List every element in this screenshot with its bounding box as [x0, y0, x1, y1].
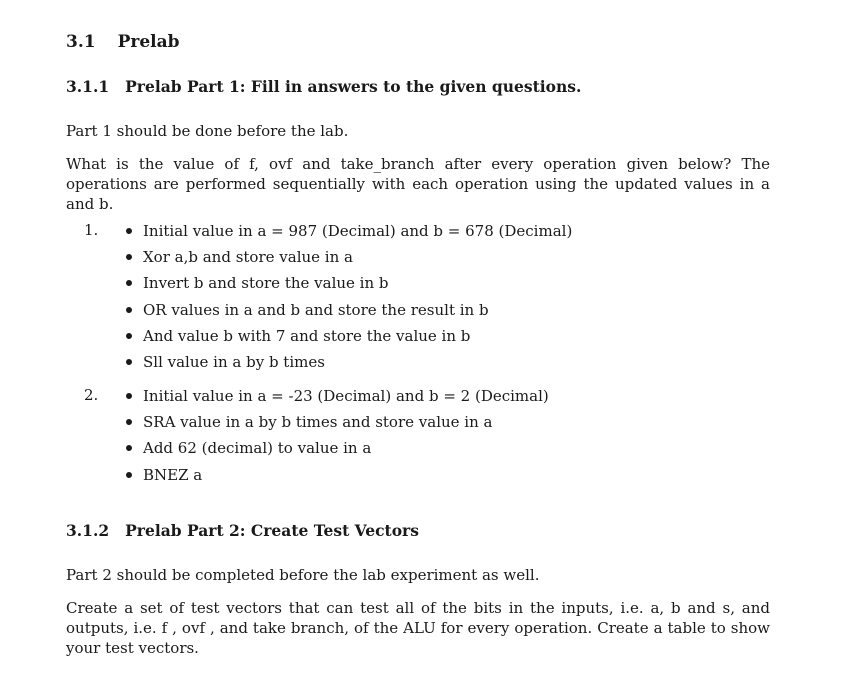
section-number: 3.1 [66, 32, 96, 52]
list-item: Initial value in a = -23 (Decimal) and b = 2 (Decimal) [126, 386, 549, 412]
part2-intro: Part 2 should be completed before the lab experiment as well. [66, 566, 540, 584]
bullet-icon [126, 228, 132, 234]
bullet-icon [126, 359, 132, 365]
bullet-icon [126, 254, 132, 260]
list-item: Xor a,b and store value in a [126, 247, 572, 273]
bullet-icon [126, 445, 132, 451]
subsection-number: 3.1.1 [66, 77, 110, 96]
bullet-icon [126, 333, 132, 339]
list-item: Sll value in a by b times [126, 352, 572, 378]
enum-label: 2. [84, 386, 99, 404]
section-title: Prelab [117, 32, 180, 52]
list-item: Initial value in a = 987 (Decimal) and b = 678 (Decimal) [126, 221, 572, 247]
subsection-title: Prelab Part 1: Fill in answers to the given questions. [125, 77, 582, 96]
subsection-title: Prelab Part 2: Create Test Vectors [125, 521, 419, 540]
bullet-list-2 [126, 386, 549, 491]
subsection-heading-part2 [66, 521, 419, 540]
part1-question: What is the value of f, ovf and take_branch after every operation given below? The operations are performed sequentially with each operation using the updated values in a and b. [66, 155, 770, 213]
bullet-icon [126, 393, 132, 399]
list-item: Invert b and store the value in b [126, 273, 572, 299]
list-item: Add 62 (decimal) to value in a [126, 438, 549, 464]
bullet-list-1 [126, 221, 572, 378]
bullet-icon [126, 419, 132, 425]
list-item: OR values in a and b and store the result in b [126, 300, 572, 326]
subsection-number: 3.1.2 [66, 521, 110, 540]
bullet-icon [126, 307, 132, 313]
bullet-icon [126, 472, 132, 478]
part2-body: Create a set of test vectors that can test all of the bits in the inputs, i.e. a, b and s, and outputs, i.e. f , ovf , and take branch, of the ALU for every operation. Create a table to show your test vectors. [66, 599, 770, 657]
list-item: BNEZ a [126, 465, 549, 491]
list-item: And value b with 7 and store the value in b [126, 326, 572, 352]
subsection-heading-part1 [66, 77, 581, 96]
list-item: SRA value in a by b times and store value in a [126, 412, 549, 438]
enum-label: 1. [84, 221, 99, 239]
section-heading [66, 32, 180, 52]
bullet-icon [126, 280, 132, 286]
part1-intro: Part 1 should be done before the lab. [66, 122, 349, 140]
